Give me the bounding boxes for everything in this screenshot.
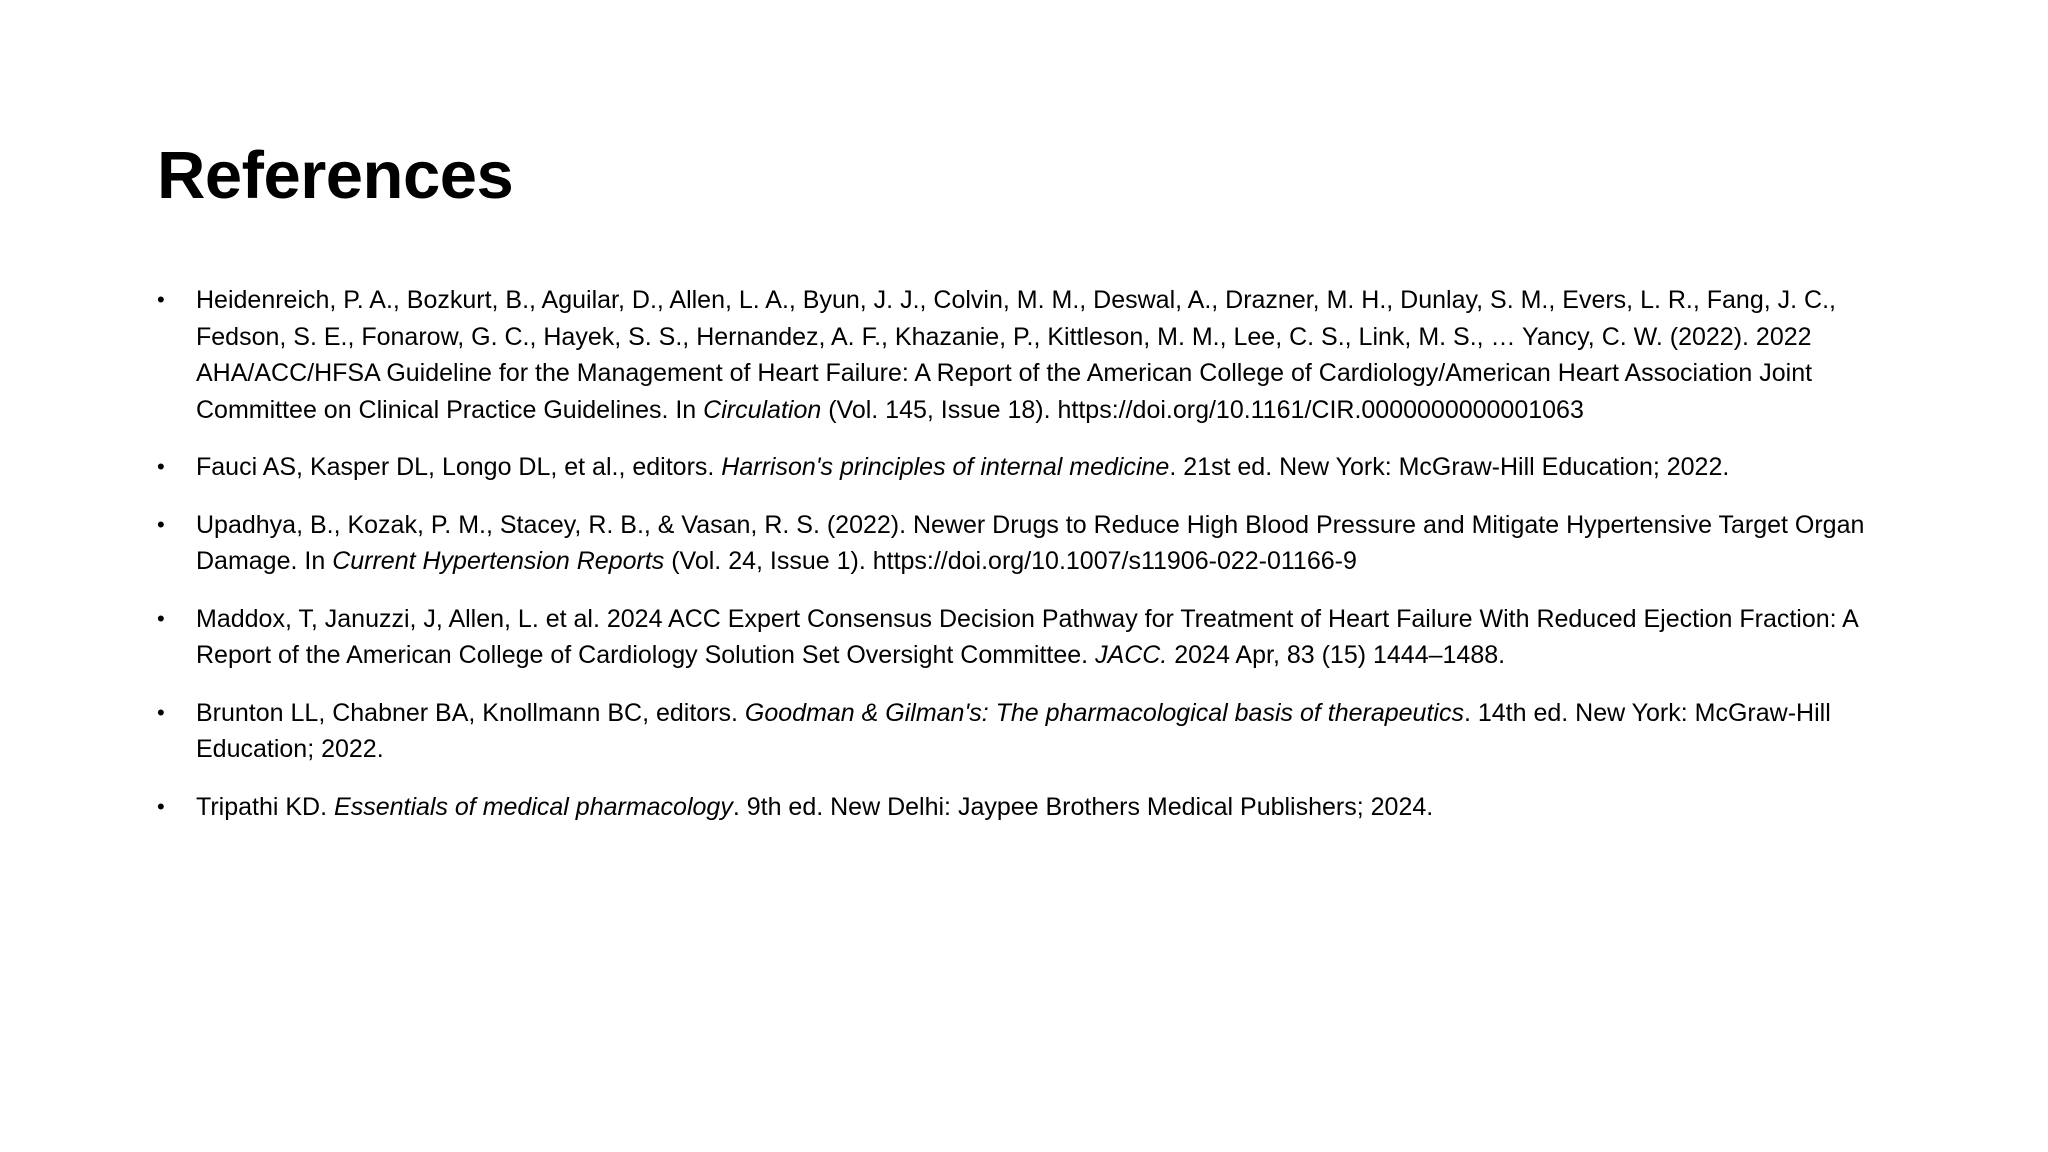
reference-item-6 <box>157 789 1917 826</box>
reference-text-tail: 2024 Apr, 83 (15) 1444–1488. <box>1167 641 1506 669</box>
reference-list <box>157 282 1917 846</box>
reference-source: JACC. <box>1095 641 1168 669</box>
reference-item-4 <box>157 601 1917 674</box>
slide-title: References <box>157 138 514 213</box>
reference-text-tail: . 14th ed. New York: McGraw-Hill Education; 2022. <box>196 698 1831 763</box>
reference-item-1 <box>157 282 1917 428</box>
bullet-icon: • <box>157 454 165 479</box>
reference-source: Circulation <box>703 395 822 424</box>
reference-text: Maddox, T, Januzzi, J, Allen, L. et al. 2024 ACC Expert Consensus Decision Pathway for Treatment of Heart Failure With Reduced Ejection Fraction: A Report of the American College of Cardiology Solution Set Oversight Committee. <box>196 604 1858 669</box>
reference-text-tail: (Vol. 24, Issue 1). https://doi.org/10.1007/s11906-022-01166-9 <box>664 547 1357 575</box>
bullet-icon: • <box>157 699 165 725</box>
reference-text: Tripathi KD. <box>196 792 335 821</box>
bullet-icon: • <box>157 605 165 631</box>
reference-source: Goodman & Gilman's: The pharmacological basis of therapeutics <box>744 698 1464 727</box>
reference-text-tail: (Vol. 145, Issue 18). https://doi.org/10.1161/CIR.0000000000001063 <box>821 395 1584 424</box>
reference-item-5 <box>157 695 1917 768</box>
reference-source: Harrison's principles of internal medicine <box>721 453 1170 481</box>
reference-item-3 <box>157 507 1917 580</box>
reference-text: Brunton LL, Chabner BA, Knollmann BC, editors. <box>196 698 745 727</box>
bullet-icon: • <box>157 511 165 537</box>
reference-text-tail: . 9th ed. New Delhi: Jaypee Brothers Medical Publishers; 2024. <box>732 792 1434 821</box>
reference-source: Essentials of medical pharmacology <box>334 792 733 821</box>
bullet-icon: • <box>157 793 165 819</box>
reference-text: Fauci AS, Kasper DL, Longo DL, et al., editors. <box>196 453 722 481</box>
reference-source: Current Hypertension Reports <box>332 547 665 575</box>
reference-text-tail: . 21st ed. New York: McGraw-Hill Education; 2022. <box>1169 453 1730 481</box>
reference-text: Upadhya, B., Kozak, P. M., Stacey, R. B., & Vasan, R. S. (2022). Newer Drugs to Reduce High Blood Pressure and Mitigate Hypertensive Target Organ Damage. In <box>196 510 1865 575</box>
bullet-icon: • <box>157 287 165 312</box>
reference-text: Heidenreich, P. A., Bozkurt, B., Aguilar, D., Allen, L. A., Byun, J. J., Colvin, M. M., Deswal, A., Drazner, M. H., Dunlay, S. M., Evers, L. R., Fang, J. C., Fedson, S. E., Fonarow, G. C., Hayek, S. S., Hernandez, A. F., Khazanie, P., Kittleson, M. M., Lee, C. S., Link, M. S., … Yancy, C. W. (2022). 2022 AHA/ACC/HFSA Guideline for the Management of Heart Failure: A Report of the American College of Cardiology/American Heart Association Joint Committee on Clinical Practice Guidelines. In <box>196 286 1836 424</box>
reference-item-2 <box>157 449 1917 486</box>
